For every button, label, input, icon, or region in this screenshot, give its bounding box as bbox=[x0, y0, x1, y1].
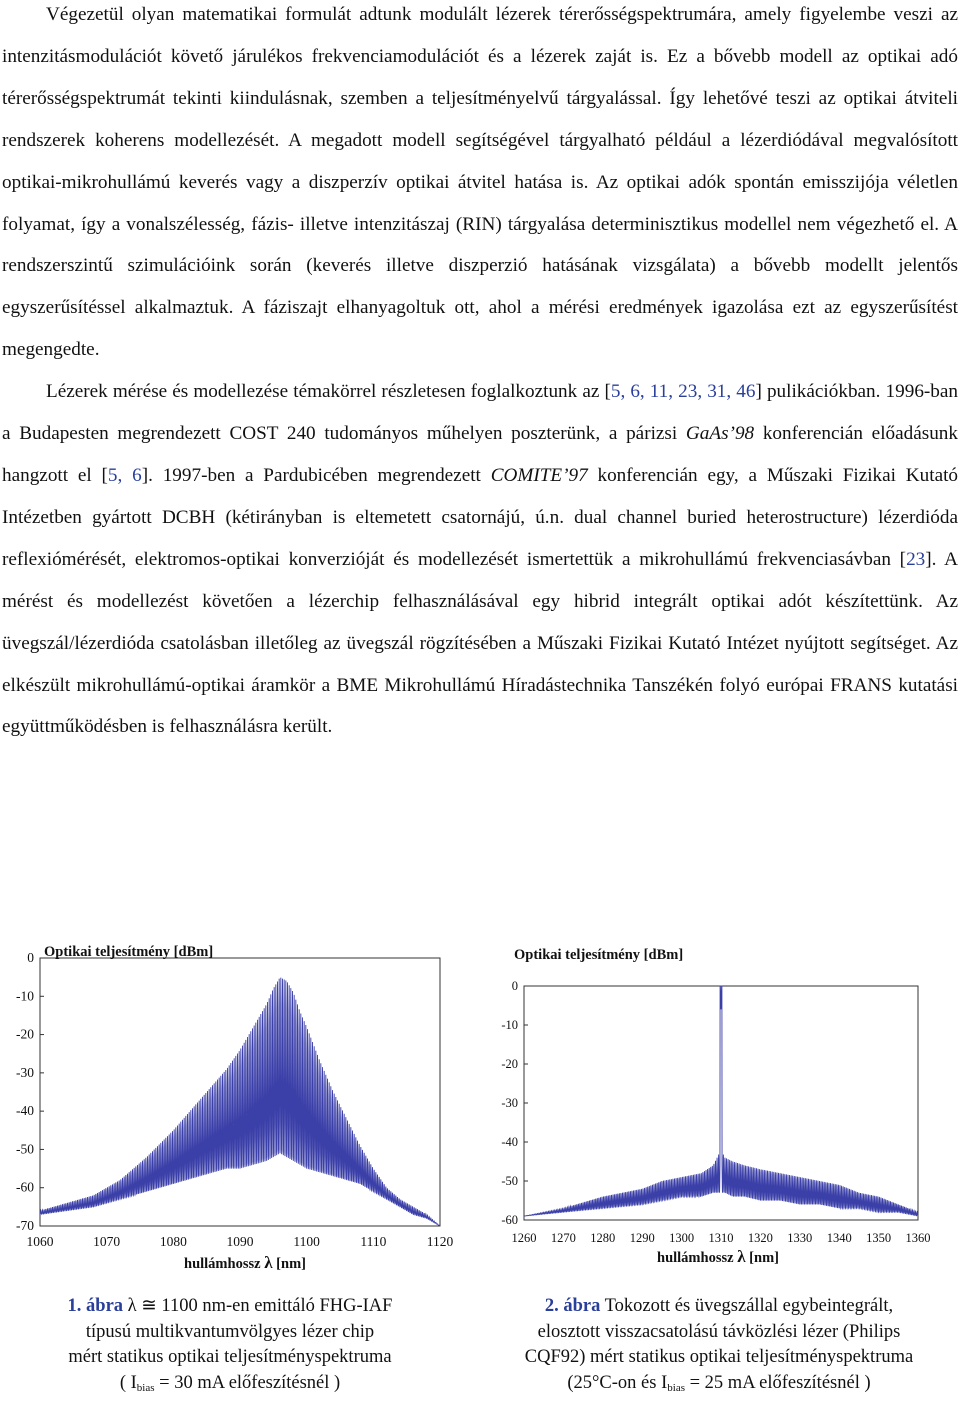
y-tick-label: -60 bbox=[501, 1213, 518, 1227]
caption-text: (25°C-on és I bbox=[567, 1372, 668, 1393]
text-run: konferencián egy, a Műszaki Fizikai Kutató Intézetben gyártott DCBH (kétirányban is eltemetett csatornájú, ú.n. dual channel buried heterostructure) lézerdióda reflexiómérését, elektromos-optikai konverzióját és modellezését ismertettük a mikrohullámú frekvenciasávban [ bbox=[2, 464, 959, 570]
x-tick-label: 1100 bbox=[293, 1234, 320, 1249]
y-tick-label: -10 bbox=[501, 1018, 518, 1032]
text-run: ]. A mérést és modellezést követően a lézerchip felhasználásával egy hibrid integrált optikai adót készítettünk. Az üvegszál/lézerdióda csatolásban illetőleg az üvegszál rögzítésében a Műszaki Fizikai Kutató Intézet nyújtott segítséget. Az elkészült mikrohullámú-optikai áramkör a BME Mikrohullámú Híradástechnika Tanszékén folyó európai FRANS kutatási együttműködésben is felhasználásra került. bbox=[2, 548, 959, 738]
figure-2-number: 2. ábra bbox=[544, 1296, 601, 1316]
x-tick-label: 1310 bbox=[708, 1231, 734, 1245]
x-axis-title-unit: [nm] bbox=[272, 1256, 306, 1272]
y-tick-label: -50 bbox=[16, 1141, 34, 1157]
x-tick-label: 1320 bbox=[747, 1231, 773, 1245]
y-tick-label: -30 bbox=[16, 1064, 34, 1080]
figure-2 bbox=[480, 930, 960, 1280]
lambda-symbol: λ bbox=[264, 1253, 273, 1272]
x-tick-label: 1330 bbox=[787, 1231, 813, 1245]
x-tick-label: 1070 bbox=[93, 1234, 121, 1249]
caption-subscript: bias bbox=[136, 1381, 155, 1394]
y-tick-label: -50 bbox=[501, 1174, 518, 1188]
y-tick-label: 0 bbox=[511, 979, 518, 993]
x-tick-label: 1280 bbox=[590, 1231, 616, 1245]
y-tick-label: -60 bbox=[16, 1179, 34, 1195]
x-axis-title-text: hullámhossz bbox=[657, 1250, 738, 1266]
citation-ref: 5, 6 bbox=[107, 464, 142, 486]
caption-text: = 25 mA előfeszítésnél ) bbox=[685, 1372, 871, 1393]
body-text bbox=[2, 0, 958, 748]
caption-line: mért statikus optikai teljesítményspektruma bbox=[68, 1347, 392, 1368]
caption-text: ( I bbox=[119, 1372, 137, 1393]
spectrum-trace bbox=[40, 978, 440, 1226]
y-tick-label: 0 bbox=[27, 950, 34, 965]
figure-1-caption bbox=[10, 1294, 450, 1401]
y-tick-label: -30 bbox=[501, 1096, 518, 1110]
figure-1-number: 1. ábra bbox=[67, 1296, 124, 1316]
text-run: konferencián előadásunk hangzott el [ bbox=[2, 423, 958, 486]
chart-1-spectrum bbox=[0, 930, 470, 1280]
x-axis-title-text: hullámhossz bbox=[184, 1256, 265, 1272]
x-tick-label: 1110 bbox=[360, 1234, 387, 1249]
x-tick-label: 1260 bbox=[511, 1231, 537, 1245]
y-tick-label: -40 bbox=[16, 1103, 34, 1119]
italic-term: GaAs’98 bbox=[685, 423, 755, 445]
citation-ref: 5, 6, 11, 23, 31, 46 bbox=[610, 381, 756, 403]
y-axis-title: Optikai teljesítmény [dBm] bbox=[514, 947, 684, 963]
x-axis-title bbox=[657, 1247, 779, 1266]
x-tick-label: 1360 bbox=[905, 1231, 931, 1245]
x-axis-title bbox=[184, 1253, 306, 1272]
caption-subscript: bias bbox=[667, 1381, 685, 1394]
x-tick-label: 1350 bbox=[866, 1231, 892, 1245]
x-tick-label: 1080 bbox=[159, 1234, 187, 1249]
spectrum-trace bbox=[524, 986, 918, 1216]
caption-line: λ ≅ 1100 nm-en emittáló FHG-IAF bbox=[123, 1296, 393, 1316]
x-tick-label: 1290 bbox=[629, 1231, 655, 1245]
y-tick-label: -20 bbox=[501, 1057, 518, 1071]
lambda-symbol: λ bbox=[737, 1247, 746, 1266]
italic-term: COMITE’97 bbox=[490, 464, 588, 486]
figure-2-caption bbox=[484, 1294, 954, 1401]
text-run: ]. 1997-ben a Pardubicében megrendezett bbox=[141, 464, 491, 486]
figure-1 bbox=[0, 930, 470, 1280]
text-run: Lézerek mérése és modellezése témakörrel részletesen foglalkoztunk az [ bbox=[46, 381, 611, 403]
paragraph bbox=[2, 0, 958, 371]
caption-line: CQF92) mért statikus optikai teljesítményspektruma bbox=[524, 1347, 914, 1368]
y-axis-title: Optikai teljesítmény [dBm] bbox=[44, 944, 214, 960]
x-tick-label: 1060 bbox=[26, 1234, 54, 1249]
caption-line: típusú multikvantumvölgyes lézer chip bbox=[85, 1321, 375, 1342]
text-run: ] pulikációkban. 1996-ban a Budapesten megrendezett COST 240 tudományos műhelyen poszterünk, a párizsi bbox=[2, 381, 959, 445]
x-tick-label: 1090 bbox=[226, 1234, 254, 1249]
plot-frame bbox=[524, 986, 918, 1220]
y-tick-label: -40 bbox=[501, 1135, 518, 1149]
caption-line: elosztott visszacsatolású távközlési lézer (Philips bbox=[537, 1321, 901, 1342]
text-run: Végezetül olyan matematikai formulát adtunk modulált lézerek térerősségspektrumára, amely figyelembe veszi az intenzitásmodulációt követő járulékos frekvenciamodulációt és a lézerek zaját is. Ez a bővebb modell az optikai adó térerősségspektrumát tekinti kiindulásnak, szemben a teljesítményelvű tárgyalással. Így lehetővé teszi az optikai átviteli rendszerek koherens modellezését. A megadott modell segítségével tárgyalható például a lézerdiódával megvalósított optikai-mikrohullámú keverés vagy a diszperzív optikai átvitel hatása is. Az optikai adók spontán emisszijója véletlen folyamat, így a vonalszélesség, fázis- illetve intenzitászaj (RIN) tárgyalása determinisztikus modellel nem végezhető el. A rendszerszintű szimulációink során (keverés illetve diszperzió hatásának vizsgálata) a bővebb modellt jelentős egyszerűsítéssel alkalmaztuk. A fáziszajt elhanyagoltuk ott, ahol a mérési eredmények igazolása ezt az egyszerűsítést megengedte. bbox=[2, 4, 958, 361]
chart-2-spectrum bbox=[480, 930, 960, 1280]
y-tick-label: -10 bbox=[16, 988, 34, 1004]
plot-frame bbox=[40, 958, 440, 1226]
x-tick-label: 1300 bbox=[669, 1231, 695, 1245]
x-tick-label: 1120 bbox=[426, 1234, 454, 1249]
y-tick-label: -20 bbox=[16, 1026, 34, 1042]
citation-ref: 23 bbox=[906, 548, 926, 570]
x-tick-label: 1340 bbox=[826, 1231, 852, 1245]
paragraph bbox=[2, 371, 958, 748]
x-axis-title-unit: [nm] bbox=[745, 1250, 779, 1266]
x-tick-label: 1270 bbox=[550, 1231, 576, 1245]
caption-line: Tokozott és üvegszállal egybeintegrált, bbox=[600, 1296, 894, 1316]
caption-text: = 30 mA előfeszítésnél ) bbox=[154, 1372, 341, 1393]
y-tick-label: -70 bbox=[16, 1218, 34, 1233]
